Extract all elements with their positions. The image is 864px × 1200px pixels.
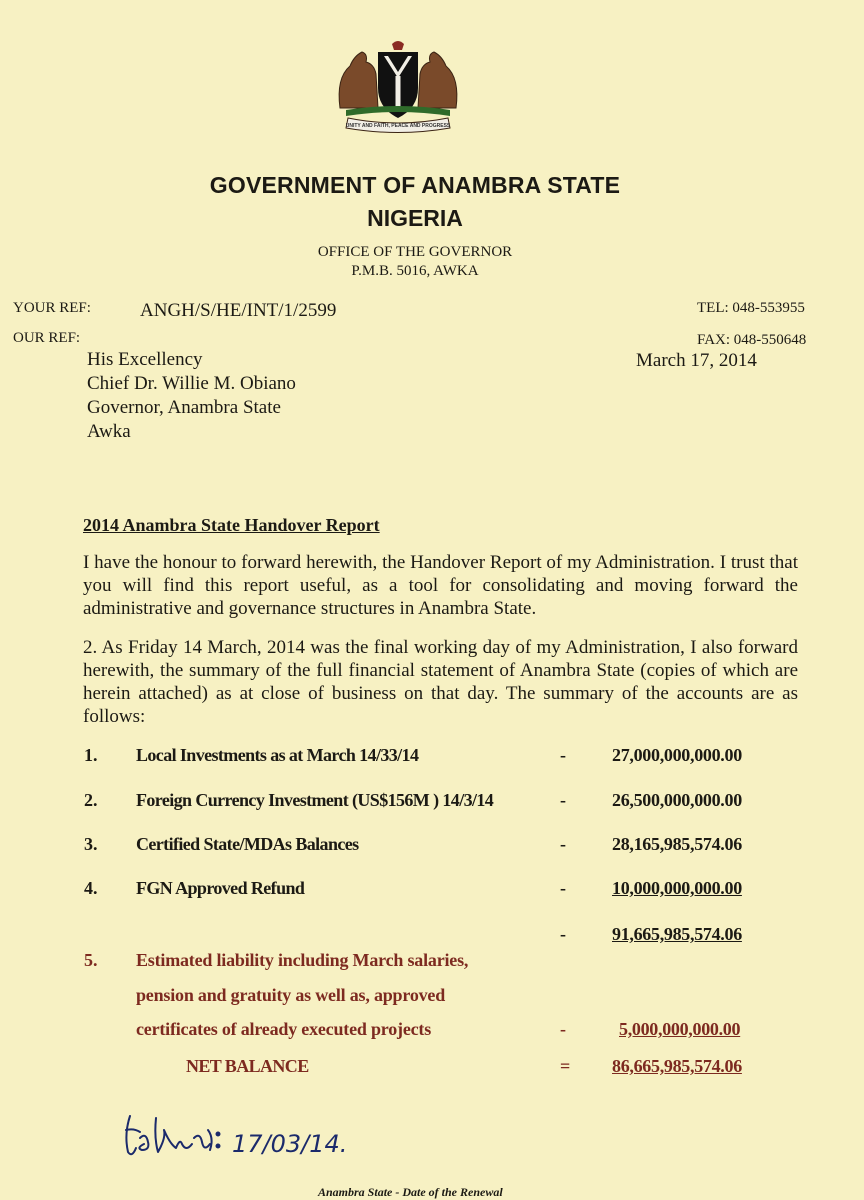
- account-row: [0, 834, 864, 862]
- subtotal-amount: 91,665,985,574.06: [612, 924, 742, 944]
- letter-date: March 17, 2014: [636, 350, 757, 371]
- item-amount: 27,000,000,000.00: [612, 745, 742, 765]
- item-sign: -: [560, 878, 566, 898]
- your-ref-value: ANGH/S/HE/INT/1/2599: [140, 300, 337, 321]
- item-description: Foreign Currency Investment (US$156M ) 14/3/14: [136, 790, 494, 810]
- handwritten-signature: [120, 1108, 360, 1168]
- addressee-line: Governor, Anambra State: [87, 397, 281, 418]
- coat-of-arms-emblem: [332, 38, 464, 134]
- addressee-line: Chief Dr. Willie M. Obiano: [87, 373, 296, 394]
- item-description: Local Investments as at March 14/33/14: [136, 745, 419, 765]
- telephone-number: TEL: 048-553955: [697, 300, 805, 316]
- addressee-block: [87, 348, 296, 444]
- liability-sign: -: [560, 1019, 566, 1039]
- item-amount: 28,165,985,574.06: [612, 834, 742, 854]
- country-title: NIGERIA: [367, 205, 463, 231]
- your-ref-label: YOUR REF:: [13, 300, 91, 316]
- body-paragraph-2: 2. As Friday 14 March, 2014 was the final working day of my Administration, I also forward herewith, the summary of the full financial statement of Anambra State (copies of which are herein attached) as at close of business on that day. The summary of the accounts are as follows:: [83, 637, 798, 727]
- liability-row: [0, 950, 864, 978]
- liability-row: [0, 1019, 864, 1047]
- item-number: 4.: [84, 878, 98, 898]
- liability-amount: 5,000,000,000.00: [619, 1019, 741, 1039]
- subtotal-sign: -: [560, 924, 566, 944]
- office-name: OFFICE OF THE GOVERNOR: [317, 244, 513, 260]
- office-block: [0, 243, 830, 281]
- item-description: FGN Approved Refund: [136, 878, 305, 898]
- liability-description-line: pension and gratuity as well as, approved: [136, 985, 446, 1005]
- addressee-line: His Excellency: [87, 349, 203, 370]
- net-balance-sign: =: [560, 1056, 571, 1076]
- account-row: [0, 790, 864, 818]
- subtotal-row: [0, 924, 864, 952]
- liability-description-line: Estimated liability including March salaries,: [136, 950, 469, 970]
- addressee-line: Awka: [87, 421, 131, 442]
- crest-motto: UNITY AND FAITH, PEACE AND PROGRESS: [345, 123, 451, 129]
- account-row: [0, 878, 864, 906]
- liability-description-line: certificates of already executed projects: [136, 1019, 432, 1039]
- item-amount: 26,500,000,000.00: [612, 790, 742, 810]
- item-number: 2.: [84, 790, 98, 810]
- item-amount: 10,000,000,000.00: [612, 878, 742, 898]
- fax-number: FAX: 048-550648: [697, 332, 807, 348]
- item-sign: -: [560, 790, 566, 810]
- account-row: [0, 745, 864, 773]
- net-balance-label: NET BALANCE: [186, 1056, 309, 1076]
- office-address: P.M.B. 5016, AWKA: [351, 263, 479, 279]
- our-ref-label: OUR REF:: [13, 330, 81, 346]
- item-number: 5.: [84, 950, 98, 970]
- signature-date: 17/03/14.: [232, 1130, 348, 1158]
- item-number: 3.: [84, 834, 98, 854]
- item-number: 1.: [84, 745, 98, 765]
- government-title: GOVERNMENT OF ANAMBRA STATE: [209, 172, 621, 198]
- item-sign: -: [560, 745, 566, 765]
- liability-row: [0, 985, 864, 1013]
- subject-heading: 2014 Anambra State Handover Report: [83, 515, 380, 535]
- net-balance-row: [0, 1056, 864, 1084]
- item-sign: -: [560, 834, 566, 854]
- item-description: Certified State/MDAs Balances: [136, 834, 359, 854]
- footer-caption: Anambra State - Date of the Renewal: [318, 1185, 503, 1199]
- net-balance-amount: 86,665,985,574.06: [612, 1056, 742, 1076]
- body-paragraph-1: I have the honour to forward herewith, the Handover Report of my Administration. I trust that you will find this report useful, as a tool for consolidating and moving forward the administrative and governance structures in Anambra State.: [83, 552, 798, 619]
